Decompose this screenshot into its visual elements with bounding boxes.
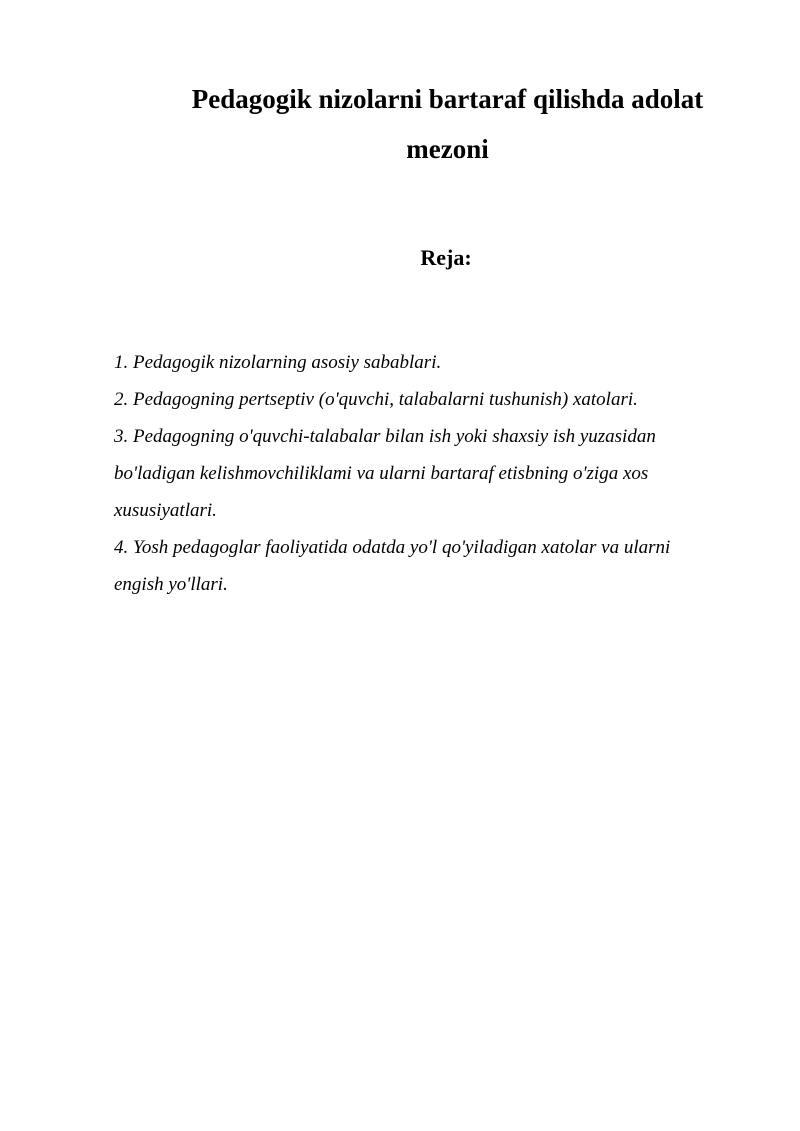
plan-item-line: 3. Pedagogning o'quvchi-talabalar bilan ish yoki shaxsiy ish yuzasidan <box>114 426 656 447</box>
title-line-2: mezoni <box>406 134 489 164</box>
plan-item-line: 2. Pedagogning pertseptiv (o'quvchi, talabalarni tushunish) xatolari. <box>114 389 638 410</box>
plan-list <box>114 344 724 603</box>
plan-item-line: engish yo'llari. <box>114 574 228 595</box>
plan-item-line: xususiyatlari. <box>114 500 217 521</box>
plan-item-line: bo'ladigan kelishmovchiliklami va ularni bartaraf etisbning o'ziga xos <box>114 463 649 484</box>
plan-item-1 <box>114 344 724 381</box>
document-title <box>140 74 755 174</box>
plan-item-4 <box>114 529 724 603</box>
plan-item-line: 1. Pedagogik nizolarning asosiy sabablari. <box>114 352 442 373</box>
title-line-1: Pedagogik nizolarni bartaraf qilishda adolat <box>191 84 704 114</box>
plan-heading: Reja: <box>420 245 472 270</box>
plan-item-2 <box>114 381 724 418</box>
plan-item-line: 4. Yosh pedagoglar faoliyatida odatda yo'l qo'yiladigan xatolar va ularni <box>114 537 671 558</box>
plan-item-3 <box>114 418 724 529</box>
